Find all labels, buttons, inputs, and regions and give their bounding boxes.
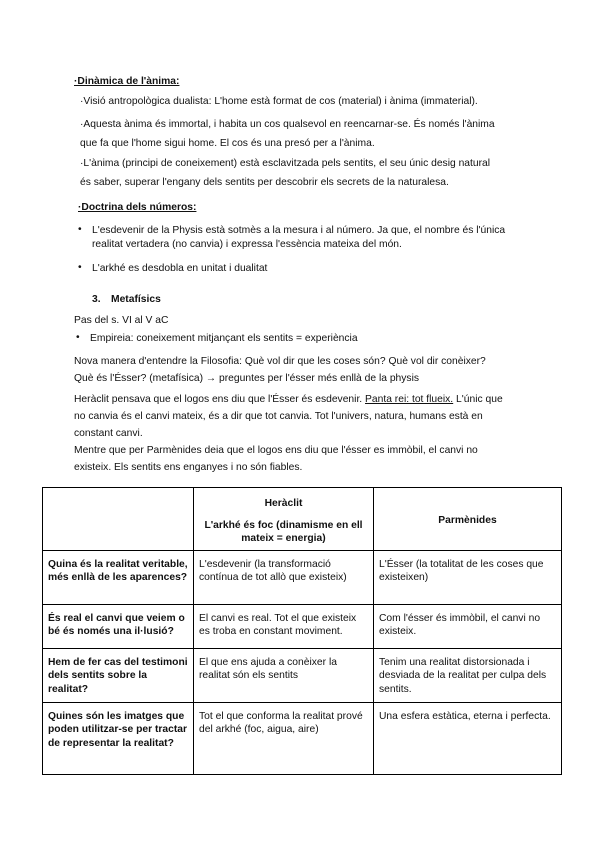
table-row <box>43 550 562 604</box>
paragraph-line: ·L'ànima (principi de coneixement) està esclavitzada pels sentits, el seu únic desig natural <box>80 158 491 169</box>
parmenides-cell: Tenim una realitat distorsionada i desviada de la realitat per culpa dels sentits. <box>374 648 562 702</box>
bullet-icon: • <box>76 332 80 343</box>
comparison-table <box>42 487 562 775</box>
section-number: 3. <box>92 294 101 305</box>
paragraph-line: existeix. Els sentits ens enganyes i no són fiables. <box>74 462 303 473</box>
panta-rei-underlined: Panta rei: tot flueix. <box>365 394 454 405</box>
header-empty-cell <box>43 488 194 551</box>
parmenides-cell: Una esfera estàtica, eterna i perfecta. <box>374 702 562 774</box>
heraclit-title: Heràclit <box>264 498 303 509</box>
bullet-text: realitat vertadera (no canvia) i expressa l'essència mateixa del món. <box>92 239 402 250</box>
paragraph-line: constant canvi. <box>74 428 143 439</box>
heraclit-arkhe: L'arkhé és foc (dinamisme en ell mateix = energia) <box>204 519 363 544</box>
parmenides-cell: Com l'ésser és immòbil, el canvi no existeix. <box>374 604 562 648</box>
question-cell: Quina és la realitat veritable, més enllà de les aparences? <box>43 550 194 604</box>
header-parmenides: Parmènides <box>374 488 562 551</box>
bullet-icon: • <box>78 262 82 273</box>
question-cell: És real el canvi que veiem o bé és només una il·lusió? <box>43 604 194 648</box>
bullet-text: Empireia: coneixement mitjançant els sentits = experiència <box>90 333 358 344</box>
heraclit-cell: El canvi es real. Tot el que existeix es troba en constant moviment. <box>194 604 374 648</box>
bullet-icon: • <box>78 224 82 235</box>
table-row <box>43 648 562 702</box>
heraclit-text-cont: L'únic que <box>453 394 503 405</box>
heraclit-cell: El que ens ajuda a conèixer la realitat són els sentits <box>194 648 374 702</box>
table-header-row <box>43 488 562 551</box>
heraclit-cell: L'esdevenir (la transformació contínua de tot allò que existeix) <box>194 550 374 604</box>
section-heading-dinamica: ·Dinàmica de l'ànima: <box>74 76 180 87</box>
bullet-text: L'esdevenir de la Physis està sotmès a la mesura i al número. Ja que, el nombre és l'única <box>92 225 506 236</box>
heraclit-text: Heràclit pensava que el logos ens diu que l'Ésser és esdevenir. <box>74 394 366 405</box>
question-cell: Hem de fer cas del testimoni dels sentits sobre la realitat? <box>43 648 194 702</box>
section-heading-metafisics: Metafísics <box>111 294 161 305</box>
paragraph-line: no canvia és el canvi mateix, és a dir que tot canvia. Tot l'univers, natura, humans està en <box>74 411 483 422</box>
paragraph-line: és saber, superar l'engany dels sentits per descobrir els secrets de la naturalesa. <box>80 177 449 188</box>
table-row <box>43 604 562 648</box>
paragraph-line: ·Aquesta ànima és immortal, i habita un cos qualsevol en reencarnar-se. És només l'ànima <box>80 119 495 130</box>
section-heading-doctrina: ·Doctrina dels números: <box>78 202 197 213</box>
table-row <box>43 702 562 774</box>
paragraph-line: ·Visió antropològica dualista: L'home està format de cos (material) i ànima (immaterial). <box>80 96 478 107</box>
paragraph-line: Nova manera d'entendre la Filosofia: Què vol dir que les coses són? Què vol dir conèixer? <box>74 356 486 367</box>
paragraph-line: Què és l'Ésser? (metafísica) → preguntes per l'ésser més enllà de la physis <box>74 373 420 384</box>
bullet-text: L'arkhé es desdobla en unitat i dualitat <box>92 263 268 274</box>
paragraph-line <box>74 394 503 405</box>
header-heraclit <box>194 488 374 551</box>
paragraph-line: Pas del s. VI al V aC <box>74 315 169 326</box>
paragraph-line: que fa que l'home sigui home. El cos és una presó per a l'ànima. <box>80 138 375 149</box>
paragraph-line: Mentre que per Parmènides deia que el logos ens diu que l'ésser es immòbil, el canvi no <box>74 445 478 456</box>
heraclit-cell: Tot el que conforma la realitat prové del arkhé (foc, aigua, aire) <box>194 702 374 774</box>
question-cell: Quines són les imatges que poden utilitzar-se per tractar de representar la realitat? <box>43 702 194 774</box>
parmenides-cell: L'Ésser (la totalitat de les coses que existeixen) <box>374 550 562 604</box>
